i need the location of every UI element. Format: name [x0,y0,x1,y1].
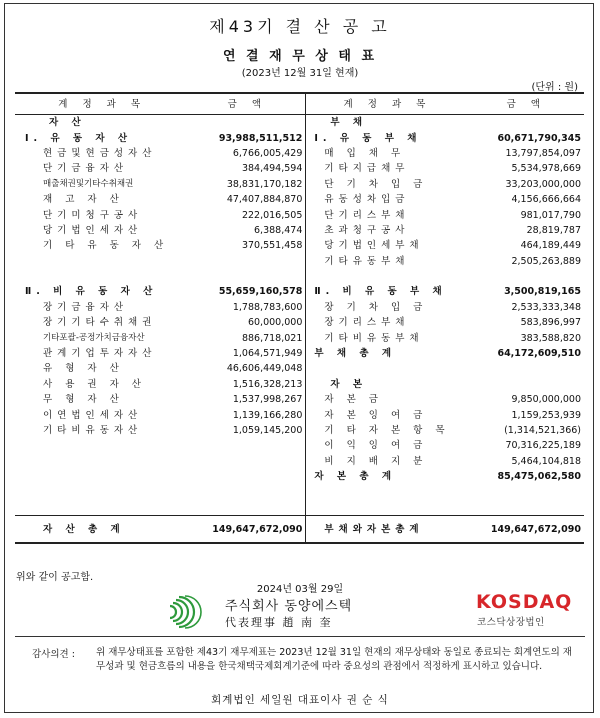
audit-opinion-label: 감사의견 : [32,649,75,660]
account-left: 기타포괄-공정가치금융자산 [43,332,145,343]
amount-right [469,269,584,284]
kosdaq-logo: KOSDAQ [476,591,573,613]
table-row [15,346,584,361]
account-left: 단기미청구공사 [43,209,143,221]
amount-left: 1,516,328,213 [189,377,306,392]
total-liab-equity-value: 149,647,672,090 [469,516,584,544]
amount-left: 370,551,458 [189,238,306,253]
amount-right: (1,314,521,366) [504,425,581,436]
amount-left: 60,000,000 [189,315,306,330]
account-right: 초과청구공사 [324,224,410,236]
account-right: Ⅱ. 비 유 동 부 채 [314,286,447,298]
amount-right [469,500,584,516]
auditor-signature: 회계법인 세일원 대표이사 권 순 식 [211,694,389,706]
amount-left [189,484,306,499]
account-left: 기 타 유 동 자 산 [43,240,169,252]
amount-left: 1,064,571,949 [189,346,306,361]
amount-right: 28,819,787 [526,224,581,236]
table-row [15,484,584,499]
header-account-left: 계 정 과 목 [15,93,189,115]
account-left: 장기금융자산 [43,301,129,313]
account-left [15,269,189,284]
unit-label: (단위 : 원) [531,82,578,93]
account-right: 부 채 [330,117,368,129]
account-right: Ⅰ. 유 동 부 채 [314,132,422,144]
table-row [15,192,584,207]
amount-right: 2,533,333,348 [511,301,581,313]
account-right: 자 본 잉 여 금 [324,409,428,421]
amount-left [189,254,306,269]
amount-left: 47,407,884,870 [189,192,306,207]
table-row [15,207,584,222]
account-right [306,500,469,516]
account-left: 당기법인세자산 [43,224,143,236]
amount-right: 383,588,820 [520,332,581,344]
account-right: 유동성차입금 [324,194,410,206]
amount-right [469,361,584,376]
table-row [15,438,584,453]
balance-sheet-table [15,92,584,544]
amount-right: 60,671,790,345 [497,132,581,144]
amount-left [189,469,306,484]
account-right: 비 지 배 지 분 [324,455,428,467]
account-right: 자 본 금 [324,394,383,406]
amount-left: 46,606,449,048 [189,361,306,376]
total-row [15,516,584,544]
account-right [306,361,469,376]
amount-right: 464,189,449 [520,240,581,252]
amount-left: 6,766,005,429 [189,146,306,161]
account-left: Ⅰ. 유 동 자 산 [25,132,133,144]
account-left: 매출채권및기타수취채권 [43,178,134,189]
table-row [15,330,584,345]
account-right: 당기법인세부채 [324,240,424,252]
statement-title: 연 결 재 무 상 태 표 [222,49,378,64]
amount-right: 64,172,609,510 [497,348,581,360]
amount-left: 93,988,511,512 [189,130,306,145]
table-row [15,223,584,238]
table-row [15,315,584,330]
account-right: 자 본 총 계 [314,471,397,483]
amount-left: 38,831,170,182 [189,177,306,192]
account-left [15,438,189,453]
divider [15,636,585,637]
amount-left: 1,788,783,600 [189,300,306,315]
header-account-right: 계 정 과 목 [306,93,469,115]
account-left: 기타비유동자산 [43,425,143,436]
amount-right: 85,475,062,580 [497,471,581,483]
company-name: 주식회사 동양에스텍 [225,599,353,614]
amount-right: 2,505,263,889 [511,255,581,267]
account-left [15,469,189,484]
total-assets-label: 자 산 총 계 [15,516,189,544]
amount-right: 5,534,978,669 [511,163,581,175]
account-right: 기 타 자 본 항 목 [324,425,450,436]
table-row [15,130,584,145]
amount-right: 5,464,104,818 [511,455,581,467]
account-left [15,454,189,469]
total-liab-equity-label: 부채와자본총계 [306,516,469,544]
kosdaq-listed-label: 코스닥상장법인 [477,617,545,628]
amount-right: 981,017,790 [520,209,581,221]
table-row [15,254,584,269]
publication-date: 2024년 03월 29일 [256,584,344,595]
table-row [15,115,584,131]
account-right [306,269,469,284]
account-left: 재 고 자 산 [43,194,124,206]
table-row [15,423,584,438]
amount-right: 583,896,997 [520,317,581,329]
notice-note: 위와 같이 공고함. [16,572,94,583]
amount-left: 1,537,998,267 [189,392,306,407]
amount-right: 1,159,253,939 [511,409,581,421]
account-left: 현금및현금성자산 [43,147,157,159]
table-row [15,146,584,161]
amount-left [189,269,306,284]
company-logo-icon [165,594,209,630]
amount-left: 1,139,166,280 [189,407,306,422]
account-right: 이 익 잉 여 금 [324,440,428,452]
account-right: 기타지급채무 [324,163,410,175]
account-right: 장 기 차 입 금 [324,301,428,313]
page-title: 제43기 결 산 공 고 [209,17,391,36]
account-right: 기타유동부채 [324,255,410,267]
account-right [306,484,469,499]
table-row [15,377,584,392]
account-left [15,484,189,499]
amount-right [469,115,584,131]
table-row [15,469,584,484]
amount-left: 384,494,594 [189,161,306,176]
amount-right: 13,797,854,097 [505,147,581,159]
representative: 代表理事 趙 南 奎 [225,616,333,629]
amount-left [189,454,306,469]
account-left: 이연법인세자산 [43,409,143,421]
amount-left: 1,059,145,200 [189,423,306,438]
table-row [15,161,584,176]
table-row [15,500,584,516]
table-row [15,361,584,376]
table-header-row [15,93,584,115]
account-left [15,254,189,269]
table-row [15,392,584,407]
account-right: 장기리스부채 [324,317,410,329]
amount-right [469,484,584,499]
amount-right: 70,316,225,189 [505,440,581,452]
account-right: 부 채 총 계 [314,348,397,360]
amount-right: 4,156,666,664 [511,194,581,206]
amount-right: 9,850,000,000 [511,394,581,406]
amount-left: 886,718,021 [189,330,306,345]
header-amount-right: 금 액 [469,93,584,115]
account-right: 기타비유동부채 [324,332,424,344]
account-right: 단기리스부채 [324,209,410,221]
table-row [15,177,584,192]
account-right: 단 기 차 입 금 [324,178,428,190]
amount-left: 55,659,160,578 [189,284,306,299]
account-left: 유 형 자 산 [43,363,124,375]
amount-left [189,438,306,453]
account-right: 매 입 채 무 [324,147,406,159]
account-left: 자 산 [49,117,86,129]
amount-left: 222,016,505 [189,207,306,222]
account-left: 사 용 권 자 산 [43,378,146,390]
amount-right: 3,500,819,165 [504,286,581,298]
account-left: 관계기업투자자산 [43,348,157,360]
table-row [15,238,584,253]
audit-opinion-text: 위 재무상태표를 포함한 제43기 재무제표는 2023년 12월 31일 현재의 재무상태와 동일로 종료되는 회계연도의 재무성과 및 현금흐름의 내용을 한국채택국제회계기준에 따라 중요성의 관점에서 적정하게 표시하고 있습니다. [96,647,572,672]
table-row [15,284,584,299]
account-left: 단기금융자산 [43,163,129,175]
amount-left [189,115,306,131]
table-row [15,454,584,469]
account-right: 자 본 [330,378,368,390]
table-row [15,300,584,315]
table-row [15,407,584,422]
amount-left: 6,388,474 [189,223,306,238]
table-row [15,269,584,284]
statement-date: (2023년 12월 31일 현재) [241,68,359,79]
total-assets-value: 149,647,672,090 [189,516,306,544]
account-left [15,500,189,516]
amount-right [469,377,584,392]
account-left: Ⅱ. 비 유 동 자 산 [25,286,158,298]
amount-left [189,500,306,516]
account-left: 무 형 자 산 [43,394,124,406]
account-left: 장기기타수취채권 [43,317,157,329]
amount-right: 33,203,000,000 [505,178,581,190]
header-amount-left: 금 액 [189,93,306,115]
